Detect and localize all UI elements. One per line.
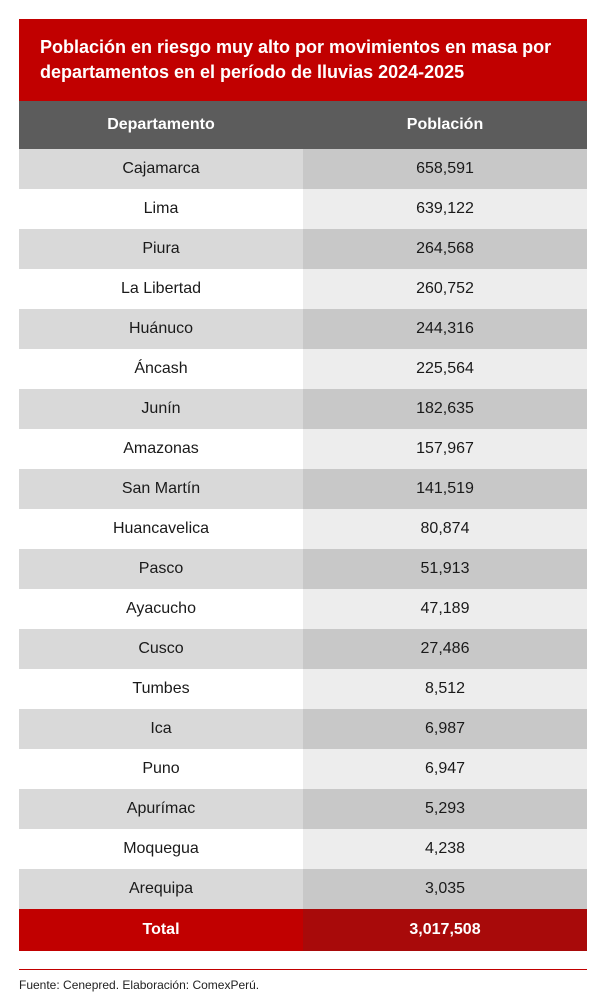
cell-poblacion: 8,512 bbox=[303, 669, 587, 709]
cell-poblacion: 157,967 bbox=[303, 429, 587, 469]
table-body bbox=[19, 149, 587, 909]
cell-departamento: Junín bbox=[19, 389, 303, 429]
table-row bbox=[19, 269, 587, 309]
total-row bbox=[19, 909, 587, 951]
cell-poblacion: 6,987 bbox=[303, 709, 587, 749]
cell-departamento: San Martín bbox=[19, 469, 303, 509]
cell-poblacion: 3,035 bbox=[303, 869, 587, 909]
table-row bbox=[19, 549, 587, 589]
table-row bbox=[19, 509, 587, 549]
table-row bbox=[19, 629, 587, 669]
table-row bbox=[19, 749, 587, 789]
cell-departamento: Arequipa bbox=[19, 869, 303, 909]
table-header bbox=[19, 101, 587, 149]
cell-poblacion: 27,486 bbox=[303, 629, 587, 669]
cell-poblacion: 639,122 bbox=[303, 189, 587, 229]
cell-poblacion: 47,189 bbox=[303, 589, 587, 629]
cell-departamento: Áncash bbox=[19, 349, 303, 389]
table-row bbox=[19, 229, 587, 269]
cell-poblacion: 4,238 bbox=[303, 829, 587, 869]
total-label: Total bbox=[19, 909, 303, 951]
table-row bbox=[19, 669, 587, 709]
column-header-departamento: Departamento bbox=[107, 116, 215, 133]
table-row bbox=[19, 189, 587, 229]
cell-departamento: Ayacucho bbox=[19, 589, 303, 629]
cell-departamento: Pasco bbox=[19, 549, 303, 589]
cell-departamento: Piura bbox=[19, 229, 303, 269]
cell-departamento: Apurímac bbox=[19, 789, 303, 829]
cell-departamento: Puno bbox=[19, 749, 303, 789]
cell-poblacion: 225,564 bbox=[303, 349, 587, 389]
cell-poblacion: 260,752 bbox=[303, 269, 587, 309]
cell-poblacion: 244,316 bbox=[303, 309, 587, 349]
cell-departamento: Cajamarca bbox=[19, 149, 303, 189]
cell-poblacion: 264,568 bbox=[303, 229, 587, 269]
table-row bbox=[19, 309, 587, 349]
table-row bbox=[19, 389, 587, 429]
cell-poblacion: 6,947 bbox=[303, 749, 587, 789]
cell-departamento: Moquegua bbox=[19, 829, 303, 869]
cell-poblacion: 182,635 bbox=[303, 389, 587, 429]
column-header-poblacion: Población bbox=[406, 116, 484, 133]
cell-departamento: Tumbes bbox=[19, 669, 303, 709]
total-value: 3,017,508 bbox=[303, 909, 587, 951]
source-note: Fuente: Cenepred. Elaboración: ComexPerú. bbox=[19, 978, 260, 992]
cell-departamento: Lima bbox=[19, 189, 303, 229]
table-title: Población en riesgo muy alto por movimientos en masa por departamentos en el período de lluvias 2024-2025 bbox=[19, 19, 587, 101]
cell-poblacion: 658,591 bbox=[303, 149, 587, 189]
table-row bbox=[19, 149, 587, 189]
table-row bbox=[19, 789, 587, 829]
cell-departamento: Huancavelica bbox=[19, 509, 303, 549]
cell-departamento: Cusco bbox=[19, 629, 303, 669]
table-row bbox=[19, 829, 587, 869]
table-row bbox=[19, 349, 587, 389]
cell-poblacion: 141,519 bbox=[303, 469, 587, 509]
table-row bbox=[19, 709, 587, 749]
table-row bbox=[19, 589, 587, 629]
table-row bbox=[19, 869, 587, 909]
cell-departamento: Huánuco bbox=[19, 309, 303, 349]
footer-divider bbox=[19, 969, 587, 970]
cell-departamento: Amazonas bbox=[19, 429, 303, 469]
table-row bbox=[19, 469, 587, 509]
table-container bbox=[19, 19, 587, 951]
cell-poblacion: 80,874 bbox=[303, 509, 587, 549]
cell-departamento: La Libertad bbox=[19, 269, 303, 309]
cell-poblacion: 51,913 bbox=[303, 549, 587, 589]
table-row bbox=[19, 429, 587, 469]
cell-departamento: Ica bbox=[19, 709, 303, 749]
cell-poblacion: 5,293 bbox=[303, 789, 587, 829]
